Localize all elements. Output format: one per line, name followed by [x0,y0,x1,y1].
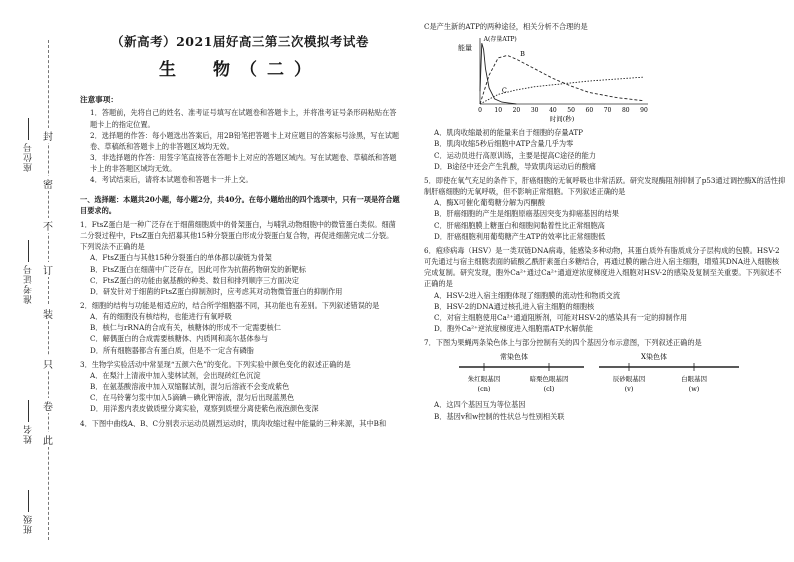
answer-option: C．肝癌细胞膜上糖蛋白和细胞间黏着性比正常细胞高 [434,220,605,230]
seal-char: 订 [40,262,56,277]
left-questions [80,219,400,429]
question-stem: 7．下图为果蝇两条染色体上与部分控制有关的四个基因分布示意图，下列叙述正确的是 [424,338,702,348]
answer-option: A．这四个基因互为等位基因 [434,400,526,410]
seal-char: 封 [40,128,56,143]
seal-line [48,40,49,540]
answer-option: B．在氨基酸溶液中加入双缩脲试剂，混匀后溶液不会变成紫色 [90,382,290,392]
question-stem: C是产生新的ATP的两种途径，相关分析不合理的是 [424,22,588,31]
field-label: 准考证号 [24,264,34,304]
answer-option: B．核仁与rRNA的合成有关，核糖体的形成不一定需要核仁 [90,323,281,333]
series-line-B [480,56,644,105]
answer-option: C．对宿主细胞使用Ca²⁺通道阻断剂，可能对HSV-2的感染具有一定的抑制作用 [434,312,688,322]
question-stem: 5．即使在氧气充足的条件下，肝癌细胞的无氧呼吸也非常活跃。研究发现酶阻剂抑制了p53通过调控酶X的活性抑制肝癌细胞的无氧呼吸，但不影响正常细胞。下列叙述正确的是 [424,175,786,197]
chromosome-label-autosome: 常染色体 [500,353,528,362]
answer-option: B．肝癌细胞的产生是细胞原癌基因突变为抑癌基因的结果 [434,209,619,219]
exam-id-field[interactable] [22,240,35,304]
answer-option: A．肌肉收缩最初的能量来自于细胞的存量ATP [434,128,583,138]
seal-char: 装 [40,306,56,321]
gene-symbol: (cn) [477,385,491,394]
notice-item: 3．非选择题的作答：用签字笔直接答在答题卡上对应的答题区域内。写在试题卷、草稿纸和答题卡上的非答题区域均无效。 [90,153,397,174]
x-tick-label: 70 [603,107,612,115]
series-label-C: C [501,86,507,95]
notice-item: 4．考试结束后，请将本试题卷和答题卡一并上交。 [90,175,253,185]
gene-name: 辰砂眼基因 [612,375,646,384]
answer-option: C．在马铃薯匀浆中加入5滴碘－碘化钾溶液，混匀后出现蓝黑色 [90,393,295,403]
chromosome-label-x: X染色体 [641,353,667,362]
notice-item: 1．答题前，先将自己的姓名、准考证号填写在试题卷和答题卡上，并将准考证号条形码粘贴在答题卡上的指定位置。 [90,108,397,129]
right-questions [424,127,786,348]
answer-option: B．HSV-2的DNA通过核孔进入宿主细胞的细胞核 [434,301,595,311]
gene-name: 白眼基因 [681,375,707,384]
gene-name: 朱红眼基因 [467,375,501,384]
answer-option: D．胞外Ca²⁺逆浓度梯度进入细胞需ATP水解供能 [434,323,593,333]
x-tick-label: 10 [494,107,503,115]
section-heading: 一、选择题：本题共20小题，每小题2分，共40分。在每小题给出的四个选项中，只有一项是符合题目要求的。 [80,194,400,215]
notice-list [80,107,400,185]
series-line-A [480,43,516,104]
series-label-A: A(存量ATP) [483,36,517,44]
seal-char: 只 [40,356,56,371]
series-label-B: B [520,50,525,59]
seal-char: 此 [40,432,56,447]
x-tick-label: 80 [621,107,630,115]
x-tick-label: 30 [530,107,539,115]
answer-option: A．FtsZ蛋白与其他15种分裂蛋白的单体都以碳链为骨架 [90,253,272,263]
x-axis-label: 时间(秒) [549,115,575,124]
question-stem: 6．疱疹病毒（HSV）是一类双链DNA病毒，能感染多种动物，其蛋白质外有脂质成分子层构成的包膜。HSV-2可先通过与宿主细胞表面的硫酸乙酰肝素蛋白多糖结合，再通过膜的融合进入宿主细胞，增殖其DNA进入细胞核完成复制。研究发现，胞外Ca²⁺通过Ca²⁺通道逆浓度梯度进入细胞对HSV-2的感染及复制至关重要。下列叙述不正确的是 [424,245,782,289]
seat-number-field[interactable] [22,118,35,172]
field-label: 座位号 [24,142,34,172]
seal-char: 不 [40,218,56,233]
answer-option: C．FtsZ蛋白的功能由氨基酸的种类、数目和排列顺序三方面决定 [90,275,299,285]
gene-symbol: (cl) [543,385,555,394]
seal-char: 密 [40,176,56,191]
gene-symbol: (w) [688,385,700,394]
exam-subject: 生 物（二） [159,60,321,81]
answer-option: A．在梨汁上清液中加入斐林试剂，会出现砖红色沉淀 [90,370,261,380]
seal-char: 卷 [40,398,56,413]
answer-option: B．FtsZ蛋白在细菌中广泛存在，因此可作为抗菌药物研发的新靶标 [90,264,306,274]
answer-option: A．有的细胞没有核结构，也能进行有氧呼吸 [90,312,232,322]
answer-option: D．研发针对于细菌的FtsZ蛋白抑制剂时，应考虑其对动物微管蛋白的抑制作用 [90,286,343,296]
question-stem: 2．细胞的结构与功能是相适应的，结合所学细胞器不同，其功能也有差别。下列叙述错误的是 [80,300,380,310]
question-stem: 1．FtsZ蛋白是一种广泛存在于细菌细胞质中的骨架蛋白，与哺乳动物细胞中的微管蛋白类似。细菌二分裂过程中，FtsZ蛋白先招募其他15种分裂蛋白形成分裂蛋白复合物，再促进细菌完成二分裂。下列说法不正确的是 [80,219,396,252]
exam-title: （新高考）2021届好高三第三次模拟考试卷 [111,34,369,49]
answer-option: D．B途径中还会产生乳酸，导致肌肉运动后的酸痛 [434,161,596,171]
answer-option: B．基因v和w控制的性状总与性别相关联 [434,411,565,421]
field-label: 姓名 [24,424,34,444]
question-stem: 4．下图中曲线A、B、C分别表示运动员剧烈运动时，肌肉收缩过程中能量的三种来源，其中B和 [80,418,387,428]
answer-option: C．运动员进行高原训练，主要是提高C途径的能力 [434,150,596,160]
left-column [80,18,400,429]
answer-option: A．酶X可催化葡萄糖分解为丙酮酸 [434,198,545,208]
gene-diagram [454,350,786,399]
gene-diagram-svg [454,350,744,396]
x-tick-label: 40 [549,107,557,115]
y-axis-label: 能量 [458,44,472,53]
x-tick-label: 50 [567,107,575,115]
notice-item: 2．选择题的作答：每小题选出答案后，用2B铅笔把答题卡上对应题目的答案标号涂黑，写在试题卷、草稿纸和答题卡上的非答题区域均无效。 [90,130,400,151]
x-tick-label: 60 [585,107,594,115]
question-stem: 3．生物学实验活动中常显现“五颜六色”的变化。下列实验中颜色变化的叙述正确的是 [80,359,351,369]
x-tick-label: 90 [640,107,648,115]
field-label: 班级 [24,514,34,534]
energy-chart [454,34,786,127]
right-column [424,18,786,422]
name-field[interactable] [22,400,35,444]
x-tick-label: 20 [512,107,521,115]
answer-option: A．HSV-2进入宿主细胞体现了细胞膜的流动性和物质交流 [434,290,621,300]
gene-symbol: (v) [624,385,634,394]
answer-option: D．用洋葱内表皮做质壁分离实验，观察到质壁分离使紫色液泡颜色变深 [90,404,319,414]
notice-heading: 注意事项： [80,94,118,104]
x-tick-label: 0 [478,107,482,115]
binding-margin [0,0,72,562]
answer-option: B．肌肉收缩5秒后细胞中ATP含量几乎为零 [434,139,574,149]
answer-option: D．所有细胞器都含有蛋白质，但是不一定含有磷脂 [90,345,254,355]
answer-option: D．肝癌细胞利用葡萄糖产生ATP的效率比正常细胞低 [434,231,606,241]
answer-option: C．解偶蛋白的合成需要核糖体、内质网和高尔基体参与 [90,334,269,344]
energy-chart-svg [454,34,654,124]
class-field[interactable] [22,490,35,534]
question-7-options [424,399,786,421]
gene-name: 暗栗色眼基因 [529,375,569,384]
question-4-continued [424,21,786,32]
